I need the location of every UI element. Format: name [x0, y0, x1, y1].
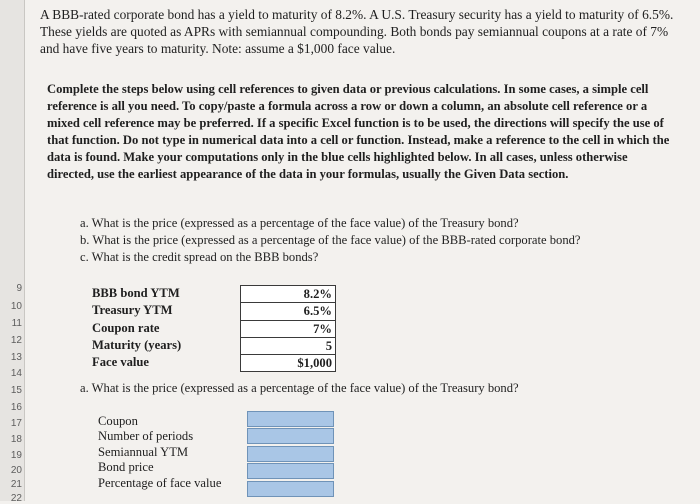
given-value-cell[interactable]: 5: [241, 338, 335, 355]
input-cells: [247, 411, 334, 498]
row-number: 21: [10, 479, 22, 490]
question-list: [80, 215, 670, 266]
question-c: c. What is the credit spread on the BBB bonds?: [80, 250, 319, 264]
calc-label: Bond price: [98, 460, 154, 475]
given-data-table: [240, 285, 336, 372]
given-data-labels: [92, 285, 181, 371]
row-number-column: [0, 0, 25, 504]
given-label: Maturity (years): [92, 337, 182, 352]
calc-label: Semiannual YTM: [98, 444, 189, 459]
given-value-cell[interactable]: 6.5%: [241, 303, 335, 320]
given-value-cell[interactable]: 8.2%: [241, 286, 335, 303]
calc-label: Coupon: [98, 414, 138, 428]
row-number: 19: [10, 450, 22, 461]
row-number: 22: [10, 493, 22, 504]
given-value-cell[interactable]: 7%: [241, 321, 335, 338]
semiannual-ytm-input-cell[interactable]: [247, 446, 334, 462]
coupon-input-cell[interactable]: [247, 411, 334, 427]
row-number: 9: [16, 283, 22, 294]
problem-statement: A BBB-rated corporate bond has a yield to maturity of 8.2%. A U.S. Treasury security has a yield to maturity of 6.5%. These yields are quoted as APRs with semiannual compounding. Both bonds pay semiannual coupons at a rate of 7% and have five years to maturity. Note: assume a $1,000 face value.: [40, 7, 674, 56]
row-number: 15: [10, 385, 22, 396]
instructions: Complete the steps below using cell references to given data or previous calculations. In some cases, a simple cell reference is all you need. To copy/paste a formula across a row or down a column, an absolute cell reference or a mixed cell reference may be preferred. If a specific Excel function is to be used, the directions will specify the use of that function. Do not type in numerical data into a cell or function. Instead, make a reference to the cell in which the data is found. Make your computations only in the blue cells highlighted below. In all cases, unless otherwise directed, use the earliest appearance of the data in your formulas, usually the Given Data section.: [47, 82, 670, 181]
calc-label: Number of periods: [98, 429, 194, 444]
given-label: BBB bond YTM: [92, 286, 180, 300]
row-number: 14: [10, 368, 22, 379]
given-label: Face value: [92, 355, 150, 370]
row-number: 13: [10, 352, 22, 363]
row-number: 18: [10, 434, 22, 445]
given-label: Treasury YTM: [92, 303, 173, 318]
row-number: 16: [10, 402, 22, 413]
row-number: 11: [11, 318, 22, 329]
periods-input-cell[interactable]: [247, 428, 334, 444]
given-value-cell[interactable]: $1,000: [297, 356, 332, 371]
row-number: 12: [10, 335, 22, 346]
question-b: b. What is the price (expressed as a percentage of the face value) of the BBB-rated corporate bond?: [80, 233, 581, 247]
calculation-labels: [98, 414, 221, 491]
row-number: 20: [10, 465, 22, 476]
percent-face-input-cell[interactable]: [247, 481, 334, 497]
given-label: Coupon rate: [92, 320, 160, 335]
bond-price-input-cell[interactable]: [247, 463, 334, 479]
calc-label: Percentage of face value: [98, 475, 222, 490]
row-number: 10: [10, 301, 22, 312]
row-number: 17: [10, 418, 22, 429]
question-a: a. What is the price (expressed as a percentage of the face value) of the Treasury bond?: [80, 216, 519, 230]
section-a-heading: a. What is the price (expressed as a percentage of the face value) of the Treasury bond?: [80, 381, 519, 395]
